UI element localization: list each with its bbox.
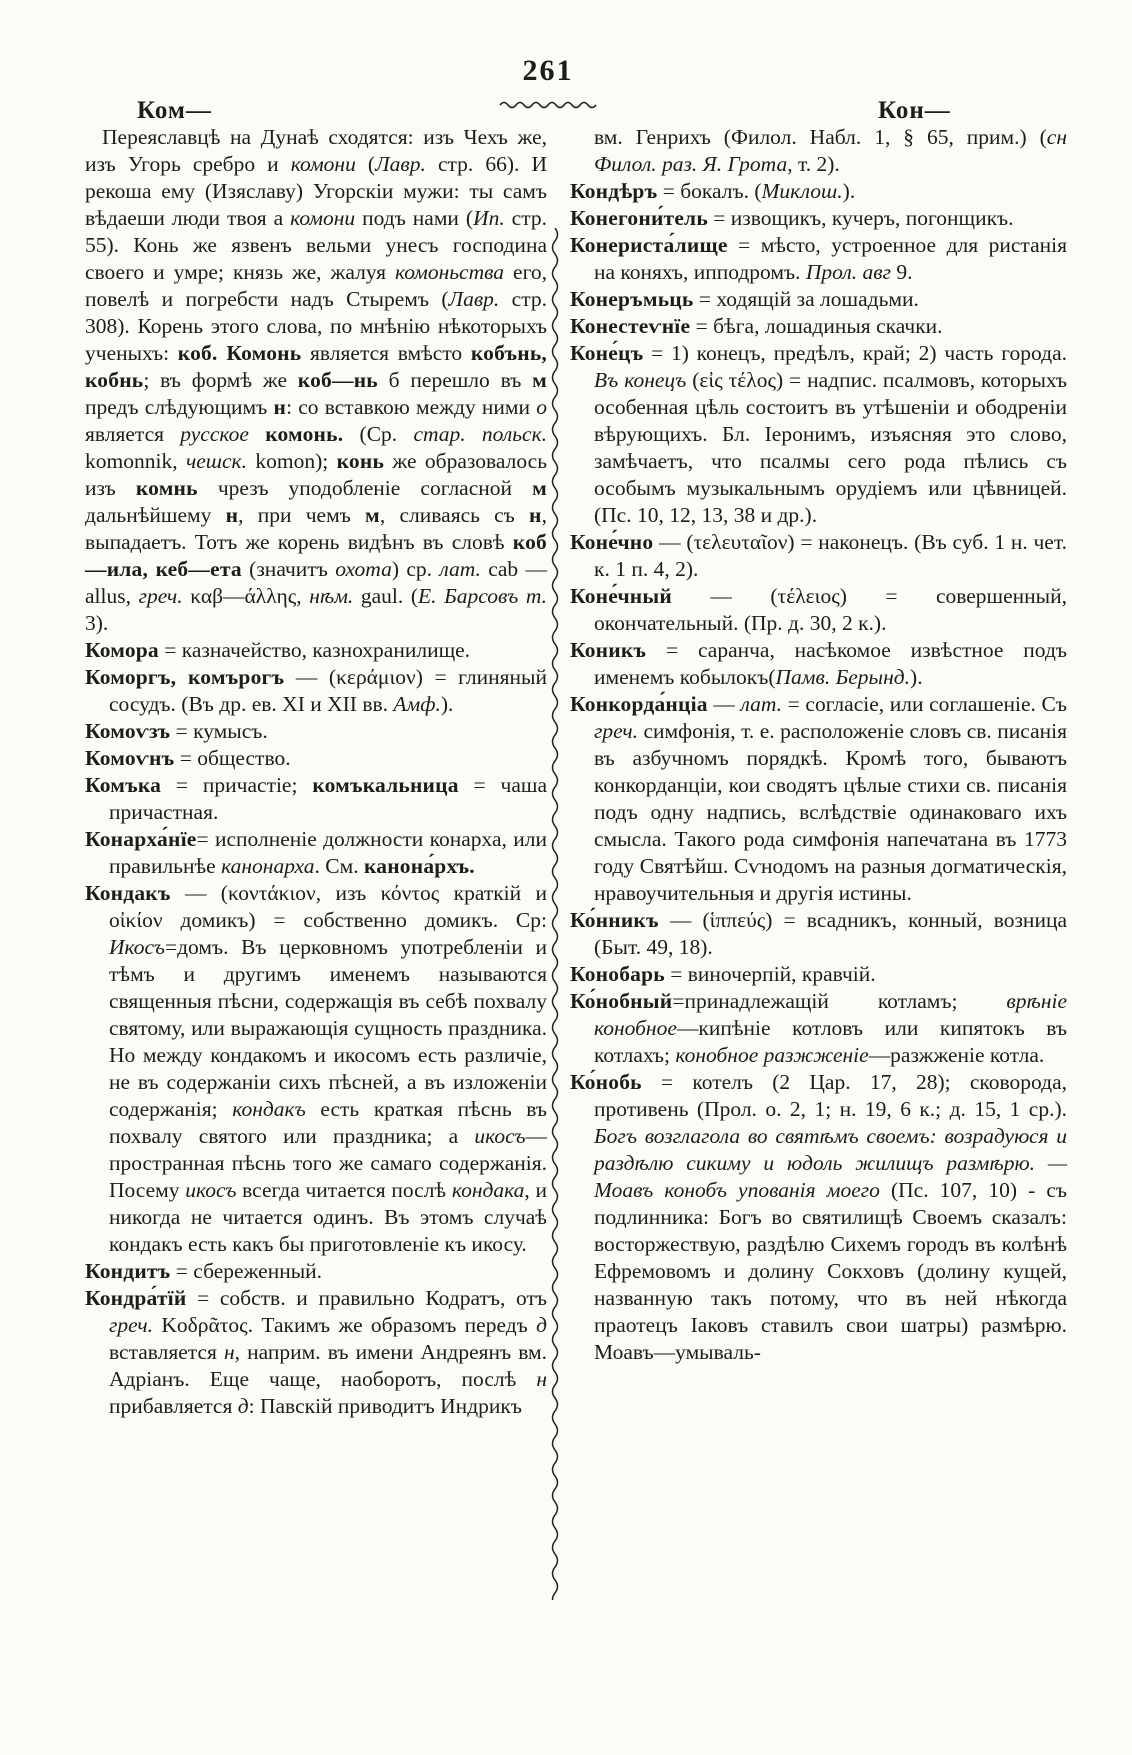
italic-text: Лавр.: [375, 152, 426, 176]
body-text: есть краткая пѣснь въ похвалу святого или праздника; а: [109, 1097, 547, 1148]
body-text: = виночерпій, кравчій.: [664, 962, 876, 986]
dictionary-entry: [570, 691, 1067, 907]
italic-text: канонарха: [221, 854, 315, 878]
headword: Конобарь: [570, 962, 665, 986]
body-text: = саранча, насѣкомое извѣстное подъ именемъ кобылокъ(: [594, 638, 1067, 689]
italic-text: комоньства: [394, 260, 505, 284]
body-text: = кумысъ.: [170, 719, 268, 743]
continuation-paragraph: [570, 124, 1067, 178]
body-text: (Ср.: [343, 422, 414, 446]
italic-text: д: [536, 1313, 547, 1337]
headword: конь: [336, 449, 385, 473]
body-text: : Павскій приводитъ Индрикъ: [248, 1394, 522, 1418]
italic-text: Амф.: [393, 692, 441, 716]
headword: м: [532, 368, 547, 392]
headword: Конеръмьць: [570, 287, 694, 311]
body-text: ) ср.: [391, 557, 440, 581]
left-column: [85, 124, 547, 1420]
italic-text: икосъ: [474, 1124, 526, 1148]
headword: комъкальница: [312, 773, 459, 797]
headword: Комоѵнъ: [85, 746, 175, 770]
body-text: = 1) конецъ, предѣлъ, край; 2) часть города.: [643, 341, 1067, 365]
body-text: = котелъ (2 Цар. 17, 28); сковорода, противень (Прол. о. 2, 1; н. 19, 6 к.; д. 15, 1 ср.).: [594, 1070, 1067, 1121]
dictionary-entry: [85, 880, 547, 1258]
dictionary-entry: [85, 1258, 547, 1285]
body-text: , при чемъ: [238, 503, 366, 527]
italic-text: кондака: [451, 1178, 525, 1202]
body-text: = ходящій за лошадьми.: [693, 287, 919, 311]
page-number-underline: [498, 99, 598, 111]
body-text: — (τελευταῖον) = наконецъ. (Въ суб. 1 н. чет. к. 1 п. 4, 2).: [594, 530, 1067, 581]
dictionary-entry: [570, 637, 1067, 691]
body-text: = общество.: [174, 746, 291, 770]
body-text: = собств. и правильно Кодратъ, отъ: [186, 1286, 547, 1310]
italic-text: Миклош.: [761, 179, 843, 203]
headword: Кондѣръ: [570, 179, 658, 203]
headword: Коне́цъ: [570, 341, 644, 365]
headword: Коникъ: [570, 638, 647, 662]
headword: Конкорда́нціа: [570, 692, 708, 716]
body-text: = чаша причастная.: [109, 773, 547, 824]
italic-text: Памв. Берынд.: [775, 665, 911, 689]
italic-text: конобное разжженіе: [675, 1043, 869, 1067]
body-text: подъ нами (: [355, 206, 474, 230]
italic-text: греч.: [594, 719, 639, 743]
italic-text: лат.: [740, 692, 783, 716]
body-text: является вмѣсто: [301, 341, 471, 365]
body-text: = причастіе;: [161, 773, 313, 797]
italic-text: лат.: [439, 557, 481, 581]
body-text: komonnik,: [85, 449, 186, 473]
right-column: [570, 124, 1067, 1366]
body-text: = казначейство, казнохранилище.: [158, 638, 471, 662]
dictionary-entry: [85, 718, 547, 745]
italic-text: чешск.: [185, 449, 247, 473]
body-text: —: [707, 692, 741, 716]
body-text: б перешло въ: [377, 368, 533, 392]
headword: н: [225, 503, 239, 527]
running-head-left: Ком—: [137, 97, 212, 124]
dictionary-entry: [85, 772, 547, 826]
italic-text: н: [536, 1367, 547, 1391]
headword: коб—нь: [297, 368, 378, 392]
body-text: [249, 422, 265, 446]
headword: Комора: [85, 638, 159, 662]
headword: коб. Комонь: [177, 341, 302, 365]
body-text: = сбереженный.: [170, 1259, 323, 1283]
dictionary-entry: [570, 907, 1067, 961]
body-text: дальнѣйшему: [85, 503, 226, 527]
headword: Конарха́нїе: [85, 827, 197, 851]
dictionary-entry: [570, 178, 1067, 205]
headword: комнь: [135, 476, 198, 500]
italic-text: Е. Барсовъ т.: [418, 584, 548, 608]
body-text: (: [355, 152, 376, 176]
headword: м: [532, 476, 547, 500]
headword: кобънь, кобнь: [85, 341, 547, 392]
body-text: = бѣга, лошадиныя скачки.: [690, 314, 943, 338]
body-text: cab — allus,: [85, 557, 547, 608]
body-text: ).: [910, 665, 923, 689]
italic-text: д: [237, 1394, 249, 1418]
italic-text: о: [536, 395, 547, 419]
body-text: καβ—άλλης,: [182, 584, 310, 608]
dictionary-entry: [85, 745, 547, 772]
headword: коб—ила, кеб—ета: [85, 530, 547, 581]
body-text: прибавляется: [109, 1394, 238, 1418]
body-text: (εἰς τέλος) = надпис. псалмовъ, которыхъ особенная цѣль состоитъ въ утѣшеніи и ободреніи вѣрующихъ. Бл. Іеронимъ, изъясняя это слово, замѣчаетъ, что псалмы сего рода пѣлись съ особымъ музыкальнымъ орудіемъ или цѣвницей. (Пс. 10, 12, 13, 38 и др.).: [594, 368, 1067, 527]
continuation-paragraph: [85, 124, 547, 637]
body-text: , т. 2).: [787, 152, 840, 176]
dictionary-entry: [85, 826, 547, 880]
italic-text: Икосъ: [109, 935, 165, 959]
italic-text: сн Филол. раз. Я. Грота: [594, 125, 1067, 176]
italic-text: Прол. авг: [805, 260, 891, 284]
dictionary-entry: [85, 637, 547, 664]
dictionary-entry: [85, 1285, 547, 1420]
italic-text: охота: [335, 557, 392, 581]
italic-text: греч.: [138, 584, 183, 608]
body-text: —пространная пѣснь того же самаго содержанія. Посему: [109, 1124, 547, 1202]
headword: Коне́чно: [570, 530, 654, 554]
body-text: = бокалъ. (: [657, 179, 762, 203]
column-divider: [548, 228, 562, 1600]
italic-text: икосъ: [185, 1178, 237, 1202]
body-text: —кипѣніе котловъ или кипятокъ въ котлахъ;: [594, 1016, 1067, 1067]
body-text: =принадлежащій котламъ;: [672, 989, 1007, 1013]
dictionary-entry: [570, 1069, 1067, 1366]
body-text: komon);: [246, 449, 337, 473]
italic-text: греч.: [109, 1313, 154, 1337]
headword: н: [273, 395, 287, 419]
headword: Ко́нобь: [570, 1070, 642, 1094]
headword: н: [529, 503, 542, 527]
body-text: предъ слѣдующимъ: [85, 395, 274, 419]
headword: Комоѵзъ: [85, 719, 171, 743]
headword: Конестеѵнїе: [570, 314, 691, 338]
body-text: , наприм. въ имени Андреянъ вм. Адріанъ. Еще чаще, наоборотъ, послѣ: [109, 1340, 548, 1391]
headword: Ко́нобный: [570, 989, 673, 1013]
body-text: — (κοντάκιον, изъ κόντος краткій и οἰκίον домикъ) = собственно домикъ. Ср:: [109, 881, 547, 932]
body-text: (значитъ: [241, 557, 336, 581]
headword: Комъка: [85, 773, 162, 797]
dictionary-entry: [570, 961, 1067, 988]
headword: Коморгъ, комърогъ: [85, 665, 285, 689]
body-text: симфонія, т. е. расположеніе словъ св. писанія въ азбучномъ порядкѣ. Кромѣ того, бываютъ конкорданціи, кои сводятъ цѣлые стихи св. писанія подъ одну надпись, вслѣдствіе одинаковаго ихъ смысла. Такого рода симфонія напечатана въ 1773 году Святѣйш. Сѵнодомъ на разныя догматическія, нравоучительныя и другія истины.: [594, 719, 1067, 905]
headword: м: [365, 503, 380, 527]
body-text: Κοδρᾶτος. Такимъ же образомъ передъ: [153, 1313, 537, 1337]
body-text: = мѣсто, устроенное для ристанія на коняхъ, ипподромъ.: [594, 233, 1067, 284]
body-text: ).: [842, 179, 856, 203]
italic-text: стар. польск.: [413, 422, 548, 446]
body-text: =домъ. Въ церковномъ употребленіи и тѣмъ и другимъ именемъ называются священныя пѣсни, содержащія въ себѣ похвалу святому, или выражающія сущность праздника. Но между кондакомъ и икосомъ есть различіе, не въ содержаніи сихъ пѣсней, а въ изложеніи содержанія;: [109, 935, 547, 1121]
body-text: Переяславцѣ на Дунаѣ сходятся: изъ Чехъ же, изъ Угорь сребро и: [85, 125, 547, 176]
dictionary-entry: [570, 583, 1067, 637]
body-text: —разжженіе котла.: [868, 1043, 1045, 1067]
italic-text: Ип.: [473, 206, 505, 230]
italic-text: русское: [180, 422, 249, 446]
body-text: стр. 308). Корень этого слова, по мнѣнію нѣкоторыхъ ученыхъ:: [85, 287, 547, 365]
body-text: — (κεράμιον) = глиняный сосудъ. (Въ др. ев. XI и XII вв.: [109, 665, 547, 716]
headword: комонь.: [265, 422, 344, 446]
body-text: — (ἱππεύς) = всадникъ, конный, возница (Быт. 49, 18).: [594, 908, 1067, 959]
body-text: стр. 66). И рекоша ему (Изяславу) Угорскіи мужи: ты самъ вѣдаеши люди твоя а: [85, 152, 548, 230]
body-text: стр. 55). Конь же язвенъ вельми унесъ господина своего и умре; князь же, жалуя: [85, 206, 548, 284]
body-text: всегда читается послѣ: [236, 1178, 452, 1202]
body-text: 3).: [85, 611, 109, 635]
italic-text: комони: [290, 206, 356, 230]
italic-text: комони: [290, 152, 356, 176]
headword: Коне́чный: [570, 584, 672, 608]
body-text: же образовалось изъ: [85, 449, 547, 500]
body-text: является: [85, 422, 181, 446]
dictionary-entry: [85, 664, 547, 718]
headword: Кондитъ: [85, 1259, 171, 1283]
page-number: 261: [522, 54, 574, 87]
body-text: 9.: [890, 260, 913, 284]
body-text: вставляется: [109, 1340, 224, 1364]
italic-text: нѣм.: [309, 584, 354, 608]
headword: Кондра́тїй: [85, 1286, 187, 1310]
headword: Ко́нникъ: [570, 908, 659, 932]
body-text: = извощикъ, кучеръ, погонщикъ.: [707, 206, 1014, 230]
body-text: = исполненіе должности конарха, или правильнѣе: [109, 827, 547, 878]
italic-text: Въ конецъ: [594, 368, 687, 392]
body-text: ).: [440, 692, 454, 716]
body-text: вм. Генрихъ (Филол. Набл. 1, § 65, прим.) (: [594, 125, 1047, 149]
dictionary-entry: [570, 988, 1067, 1069]
body-text: gaul. (: [353, 584, 419, 608]
italic-text: н: [224, 1340, 235, 1364]
body-text: ; въ формѣ же: [143, 368, 298, 392]
body-text: его, повелѣ и погребсти надъ Стыремъ (: [85, 260, 547, 311]
running-head-right: Кон—: [878, 97, 951, 124]
dictionary-entry: [570, 232, 1067, 286]
headword: Конегони́тель: [570, 206, 708, 230]
body-text: , сливаясь съ: [379, 503, 530, 527]
italic-text: Лавр.: [448, 287, 500, 311]
italic-text: кондакъ: [232, 1097, 306, 1121]
body-text: — (τέλειος) = совершенный, окончательный. (Пр. д. 30, 2 к.).: [594, 584, 1067, 635]
italic-text: врѣніе конобное: [594, 989, 1067, 1040]
dictionary-entry: [570, 529, 1067, 583]
headword: канона́рхъ.: [363, 854, 475, 878]
dictionary-entry: [570, 205, 1067, 232]
body-text: (Пс. 107, 10) - съ подлинника: Богъ во святилищѣ Своемъ сказалъ: восторжествую, раздѣлю Сихемъ городъ въ колѣнѣ Ефремовомъ и долину Сокховъ (долину кущей, названную такъ потому, что въ ней нѣкогда праотецъ Іаковъ ставилъ свои шатры) размѣрю. Моавъ—умываль-: [594, 1178, 1067, 1364]
body-text: чрезъ уподобленіе согласной: [197, 476, 533, 500]
headword: Кондакъ: [85, 881, 171, 905]
body-text: , и никогда не читается одинъ. Въ этомъ случаѣ кондакъ есть какъ бы приготовленіе къ икосу.: [109, 1178, 547, 1256]
dictionary-entry: [570, 313, 1067, 340]
body-text: , выпадаетъ. Тотъ же корень видѣнъ въ словѣ: [85, 503, 547, 554]
body-text: = согласіе, или соглашеніе. Съ: [782, 692, 1067, 716]
italic-text: Богъ возглагола во святѣмъ своемъ: возрадуюся и раздѣлю сикиму и юдоль жилищъ размѣрю. — Моавъ конобъ упованія моего: [594, 1124, 1067, 1202]
headword: Конериста́лище: [570, 233, 728, 257]
body-text: : со вставкою между ними: [286, 395, 537, 419]
dictionary-entry: [570, 286, 1067, 313]
body-text: . См.: [314, 854, 364, 878]
dictionary-entry: [570, 340, 1067, 529]
